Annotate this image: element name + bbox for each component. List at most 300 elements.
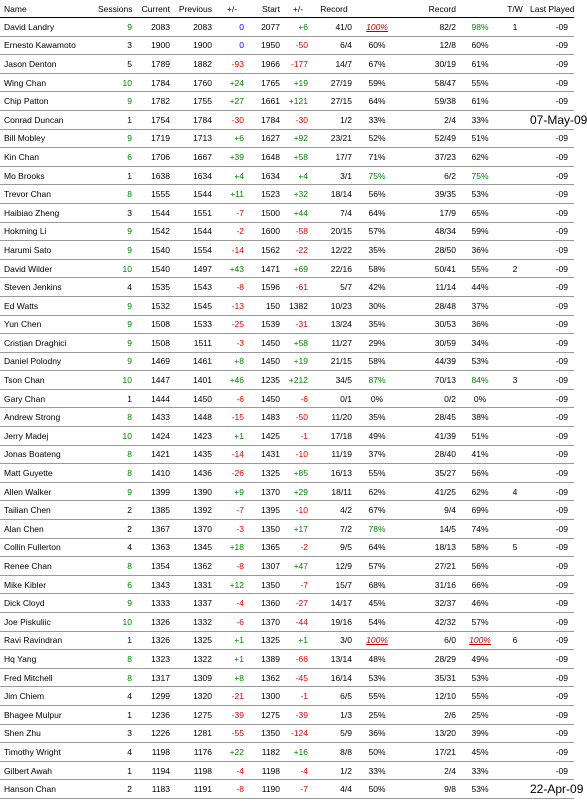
cell-tw bbox=[500, 668, 530, 687]
cell-rec1: 17/7 bbox=[312, 148, 356, 167]
cell-pct2: 33% bbox=[460, 110, 500, 129]
table-row bbox=[0, 761, 574, 780]
cell-pct1: 25% bbox=[356, 705, 398, 724]
cell-start: 1182 bbox=[248, 743, 284, 762]
cell-d1: -8 bbox=[216, 780, 248, 799]
cell-rec1: 3/1 bbox=[312, 166, 356, 185]
cell-sessions: 9 bbox=[98, 334, 136, 353]
cell-rec2: 12/10 bbox=[398, 687, 460, 706]
cell-d1: +4 bbox=[216, 166, 248, 185]
cell-d2: -4 bbox=[284, 761, 312, 780]
cell-name: Steven Jenkins bbox=[0, 278, 98, 297]
cell-pct1: 33% bbox=[356, 761, 398, 780]
cell-d1: -25 bbox=[216, 315, 248, 334]
cell-start: 1362 bbox=[248, 668, 284, 687]
cell-start: 1300 bbox=[248, 687, 284, 706]
cell-name: Conrad Duncan bbox=[0, 110, 98, 129]
cell-last: -09 bbox=[530, 36, 574, 55]
cell-pct1: 0% bbox=[356, 389, 398, 408]
cell-rec2: 2/4 bbox=[398, 761, 460, 780]
cell-d1: -8 bbox=[216, 557, 248, 576]
cell-pct1: 50% bbox=[356, 780, 398, 799]
cell-tw bbox=[500, 278, 530, 297]
table-row bbox=[0, 36, 574, 55]
cell-sessions: 1 bbox=[98, 389, 136, 408]
cell-tw bbox=[500, 55, 530, 74]
cell-rec2: 17/9 bbox=[398, 203, 460, 222]
table-row bbox=[0, 631, 574, 650]
cell-sessions: 10 bbox=[98, 613, 136, 632]
cell-rec2: 28/45 bbox=[398, 408, 460, 427]
cell-rec2: 31/16 bbox=[398, 575, 460, 594]
cell-d2: +47 bbox=[284, 557, 312, 576]
cell-rec1: 21/15 bbox=[312, 352, 356, 371]
cell-name: Daniel Polodny bbox=[0, 352, 98, 371]
table-row bbox=[0, 650, 574, 669]
cell-last: 22-Apr-09 bbox=[530, 780, 574, 799]
cell-sessions: 9 bbox=[98, 315, 136, 334]
cell-previous: 1545 bbox=[174, 296, 216, 315]
cell-previous: 1309 bbox=[174, 668, 216, 687]
cell-rec2: 32/37 bbox=[398, 594, 460, 613]
cell-rec2: 2/6 bbox=[398, 705, 460, 724]
cell-last: -09 bbox=[530, 259, 574, 278]
cell-rec1: 41/0 bbox=[312, 18, 356, 37]
table-row bbox=[0, 594, 574, 613]
cell-last: -09 bbox=[530, 148, 574, 167]
cell-pct1: 71% bbox=[356, 148, 398, 167]
cell-current: 1508 bbox=[136, 315, 174, 334]
cell-last: -09 bbox=[530, 520, 574, 539]
cell-previous: 1461 bbox=[174, 352, 216, 371]
cell-sessions: 6 bbox=[98, 148, 136, 167]
cell-d2: -7 bbox=[284, 575, 312, 594]
cell-rec1: 10/23 bbox=[312, 296, 356, 315]
cell-rec1: 1/3 bbox=[312, 705, 356, 724]
cell-tw bbox=[500, 594, 530, 613]
cell-sessions: 8 bbox=[98, 668, 136, 687]
cell-start: 1395 bbox=[248, 501, 284, 520]
cell-d2: -177 bbox=[284, 55, 312, 74]
cell-rec2: 52/49 bbox=[398, 129, 460, 148]
cell-start: 1600 bbox=[248, 222, 284, 241]
cell-pct2: 58% bbox=[460, 538, 500, 557]
cell-d1: -14 bbox=[216, 241, 248, 260]
table-row bbox=[0, 482, 574, 501]
cell-pct1: 30% bbox=[356, 296, 398, 315]
cell-start: 1765 bbox=[248, 73, 284, 92]
cell-start: 1360 bbox=[248, 594, 284, 613]
cell-pct2: 100% bbox=[460, 631, 500, 650]
header-row bbox=[0, 0, 574, 18]
cell-start: 1235 bbox=[248, 371, 284, 390]
cell-current: 1782 bbox=[136, 92, 174, 111]
cell-tw bbox=[500, 73, 530, 92]
table-body bbox=[0, 18, 587, 799]
cell-tw bbox=[500, 613, 530, 632]
cell-name: Jason Denton bbox=[0, 55, 98, 74]
cell-name: Dick Cloyd bbox=[0, 594, 98, 613]
cell-sessions: 8 bbox=[98, 557, 136, 576]
cell-sessions: 1 bbox=[98, 166, 136, 185]
cell-last: -09 bbox=[530, 185, 574, 204]
header-current: Current bbox=[136, 0, 174, 18]
cell-tw bbox=[500, 650, 530, 669]
cell-pct1: 57% bbox=[356, 222, 398, 241]
cell-name: Renee Chan bbox=[0, 557, 98, 576]
cell-pct1: 100% bbox=[356, 631, 398, 650]
cell-previous: 1191 bbox=[174, 780, 216, 799]
cell-d1: -4 bbox=[216, 761, 248, 780]
cell-sessions: 3 bbox=[98, 36, 136, 55]
cell-previous: 1281 bbox=[174, 724, 216, 743]
cell-previous: 1198 bbox=[174, 761, 216, 780]
cell-rec1: 15/7 bbox=[312, 575, 356, 594]
cell-current: 1542 bbox=[136, 222, 174, 241]
cell-d1: -6 bbox=[216, 389, 248, 408]
table-row bbox=[0, 464, 574, 483]
cell-rec1: 11/19 bbox=[312, 445, 356, 464]
cell-sessions: 2 bbox=[98, 780, 136, 799]
cell-pct1: 58% bbox=[356, 352, 398, 371]
cell-pct2: 57% bbox=[460, 613, 500, 632]
cell-d2: -58 bbox=[284, 222, 312, 241]
cell-last: -09 bbox=[530, 538, 574, 557]
cell-name: Jim Chiem bbox=[0, 687, 98, 706]
cell-pct2: 55% bbox=[460, 259, 500, 278]
cell-rec1: 11/20 bbox=[312, 408, 356, 427]
cell-current: 1540 bbox=[136, 241, 174, 260]
table-row bbox=[0, 538, 574, 557]
cell-rec1: 16/13 bbox=[312, 464, 356, 483]
table-row bbox=[0, 371, 574, 390]
cell-d2: +6 bbox=[284, 18, 312, 37]
cell-d1: +46 bbox=[216, 371, 248, 390]
cell-last: -09 bbox=[530, 594, 574, 613]
cell-current: 1754 bbox=[136, 110, 174, 129]
cell-name: Allen Walker bbox=[0, 482, 98, 501]
cell-rec1: 11/27 bbox=[312, 334, 356, 353]
cell-last: 07-May-09 bbox=[530, 110, 574, 129]
cell-pct2: 69% bbox=[460, 501, 500, 520]
cell-last: -09 bbox=[530, 92, 574, 111]
cell-tw bbox=[500, 408, 530, 427]
cell-sessions: 3 bbox=[98, 724, 136, 743]
cell-pct1: 52% bbox=[356, 129, 398, 148]
cell-rec2: 11/14 bbox=[398, 278, 460, 297]
cell-name: Trevor Chan bbox=[0, 185, 98, 204]
table-row bbox=[0, 724, 574, 743]
cell-name: Chip Patton bbox=[0, 92, 98, 111]
table-row bbox=[0, 241, 574, 260]
cell-d1: -7 bbox=[216, 203, 248, 222]
cell-last: -09 bbox=[530, 296, 574, 315]
cell-previous: 1337 bbox=[174, 594, 216, 613]
cell-sessions: 9 bbox=[98, 594, 136, 613]
cell-start: 1307 bbox=[248, 557, 284, 576]
cell-pct2: 51% bbox=[460, 129, 500, 148]
cell-sessions: 9 bbox=[98, 352, 136, 371]
cell-previous: 2083 bbox=[174, 18, 216, 37]
table-row bbox=[0, 408, 574, 427]
cell-pct1: 78% bbox=[356, 520, 398, 539]
cell-previous: 1544 bbox=[174, 222, 216, 241]
cell-tw bbox=[500, 166, 530, 185]
table-row bbox=[0, 55, 574, 74]
cell-start: 1596 bbox=[248, 278, 284, 297]
cell-rec1: 0/1 bbox=[312, 389, 356, 408]
cell-rec1: 16/14 bbox=[312, 668, 356, 687]
cell-pct1: 67% bbox=[356, 501, 398, 520]
cell-d1: -7 bbox=[216, 501, 248, 520]
cell-start: 1450 bbox=[248, 334, 284, 353]
cell-name: Fred Mitchell bbox=[0, 668, 98, 687]
cell-d2: -61 bbox=[284, 278, 312, 297]
cell-d2: -31 bbox=[284, 315, 312, 334]
cell-start: 1365 bbox=[248, 538, 284, 557]
cell-d1: -26 bbox=[216, 464, 248, 483]
cell-d1: +24 bbox=[216, 73, 248, 92]
cell-name: Ravi Ravindran bbox=[0, 631, 98, 650]
cell-pct2: 45% bbox=[460, 743, 500, 762]
cell-previous: 1325 bbox=[174, 631, 216, 650]
cell-start: 1539 bbox=[248, 315, 284, 334]
cell-sessions: 10 bbox=[98, 73, 136, 92]
cell-rec1: 27/15 bbox=[312, 92, 356, 111]
cell-rec1: 7/2 bbox=[312, 520, 356, 539]
cell-tw bbox=[500, 575, 530, 594]
cell-previous: 1533 bbox=[174, 315, 216, 334]
cell-pct1: 45% bbox=[356, 594, 398, 613]
table-row bbox=[0, 427, 574, 446]
cell-pct2: 38% bbox=[460, 408, 500, 427]
cell-name: Ernesto Kawamoto bbox=[0, 36, 98, 55]
cell-rec2: 13/20 bbox=[398, 724, 460, 743]
cell-sessions: 1 bbox=[98, 705, 136, 724]
cell-pct2: 62% bbox=[460, 148, 500, 167]
cell-d1: -39 bbox=[216, 705, 248, 724]
cell-pct1: 33% bbox=[356, 110, 398, 129]
cell-d2: +29 bbox=[284, 482, 312, 501]
cell-rec1: 19/16 bbox=[312, 613, 356, 632]
cell-rec2: 0/2 bbox=[398, 389, 460, 408]
cell-last: -09 bbox=[530, 315, 574, 334]
cell-previous: 1544 bbox=[174, 185, 216, 204]
cell-previous: 1543 bbox=[174, 278, 216, 297]
cell-previous: 1320 bbox=[174, 687, 216, 706]
table-row bbox=[0, 129, 574, 148]
cell-last: -09 bbox=[530, 687, 574, 706]
cell-last: -09 bbox=[530, 55, 574, 74]
cell-rec1: 3/0 bbox=[312, 631, 356, 650]
cell-last: -09 bbox=[530, 445, 574, 464]
cell-current: 2083 bbox=[136, 18, 174, 37]
cell-tw bbox=[500, 148, 530, 167]
table-row bbox=[0, 334, 574, 353]
cell-start: 1370 bbox=[248, 482, 284, 501]
cell-previous: 1275 bbox=[174, 705, 216, 724]
cell-d2: +58 bbox=[284, 148, 312, 167]
cell-d1: +22 bbox=[216, 743, 248, 762]
table-row bbox=[0, 389, 574, 408]
cell-sessions: 4 bbox=[98, 278, 136, 297]
cell-name: Kin Chan bbox=[0, 148, 98, 167]
cell-pct1: 68% bbox=[356, 575, 398, 594]
cell-sessions: 9 bbox=[98, 482, 136, 501]
cell-sessions: 9 bbox=[98, 129, 136, 148]
cell-pct1: 55% bbox=[356, 687, 398, 706]
cell-sessions: 10 bbox=[98, 427, 136, 446]
cell-sessions: 9 bbox=[98, 92, 136, 111]
cell-tw bbox=[500, 780, 530, 799]
cell-pct1: 64% bbox=[356, 538, 398, 557]
cell-name: Collin Fullerton bbox=[0, 538, 98, 557]
cell-previous: 1392 bbox=[174, 501, 216, 520]
cell-start: 1648 bbox=[248, 148, 284, 167]
cell-rec1: 20/15 bbox=[312, 222, 356, 241]
cell-last: -09 bbox=[530, 334, 574, 353]
cell-pct2: 44% bbox=[460, 278, 500, 297]
cell-d2: -7 bbox=[284, 780, 312, 799]
cell-d1: +8 bbox=[216, 668, 248, 687]
cell-rec1: 23/21 bbox=[312, 129, 356, 148]
cell-d2: +69 bbox=[284, 259, 312, 278]
cell-start: 1483 bbox=[248, 408, 284, 427]
header-diff2: +/- bbox=[284, 0, 312, 18]
table-row bbox=[0, 501, 574, 520]
cell-sessions: 1 bbox=[98, 631, 136, 650]
cell-pct2: 41% bbox=[460, 445, 500, 464]
cell-current: 1447 bbox=[136, 371, 174, 390]
cell-rec2: 39/35 bbox=[398, 185, 460, 204]
cell-pct2: 74% bbox=[460, 520, 500, 539]
cell-name: Tailian Chen bbox=[0, 501, 98, 520]
cell-current: 1535 bbox=[136, 278, 174, 297]
cell-current: 1323 bbox=[136, 650, 174, 669]
cell-d2: +19 bbox=[284, 73, 312, 92]
cell-d1: +18 bbox=[216, 538, 248, 557]
cell-d1: +6 bbox=[216, 129, 248, 148]
cell-d2: -1 bbox=[284, 427, 312, 446]
cell-pct2: 36% bbox=[460, 241, 500, 260]
cell-last: -09 bbox=[530, 724, 574, 743]
cell-start: 2077 bbox=[248, 18, 284, 37]
cell-previous: 1370 bbox=[174, 520, 216, 539]
cell-tw bbox=[500, 389, 530, 408]
cell-start: 1500 bbox=[248, 203, 284, 222]
cell-rec1: 6/5 bbox=[312, 687, 356, 706]
cell-rec2: 30/59 bbox=[398, 334, 460, 353]
header-record2: Record bbox=[398, 0, 460, 18]
cell-pct2: 75% bbox=[460, 166, 500, 185]
cell-d2: -50 bbox=[284, 408, 312, 427]
cell-d1: -6 bbox=[216, 613, 248, 632]
table-row bbox=[0, 222, 574, 241]
cell-d2: +212 bbox=[284, 371, 312, 390]
cell-sessions: 9 bbox=[98, 222, 136, 241]
table-row bbox=[0, 203, 574, 222]
cell-rec1: 14/7 bbox=[312, 55, 356, 74]
cell-current: 1784 bbox=[136, 73, 174, 92]
table-row bbox=[0, 557, 574, 576]
cell-rec2: 28/40 bbox=[398, 445, 460, 464]
cell-current: 1719 bbox=[136, 129, 174, 148]
cell-current: 1343 bbox=[136, 575, 174, 594]
cell-sessions: 8 bbox=[98, 445, 136, 464]
cell-current: 1532 bbox=[136, 296, 174, 315]
cell-start: 1389 bbox=[248, 650, 284, 669]
cell-previous: 1401 bbox=[174, 371, 216, 390]
cell-current: 1638 bbox=[136, 166, 174, 185]
cell-rec2: 70/13 bbox=[398, 371, 460, 390]
cell-name: Jonas Boateng bbox=[0, 445, 98, 464]
cell-rec1: 5/9 bbox=[312, 724, 356, 743]
cell-current: 1540 bbox=[136, 259, 174, 278]
cell-name: Andrew Strong bbox=[0, 408, 98, 427]
cell-name: Haibiao Zheng bbox=[0, 203, 98, 222]
cell-last: -09 bbox=[530, 575, 574, 594]
cell-start: 1431 bbox=[248, 445, 284, 464]
cell-tw: 2 bbox=[500, 259, 530, 278]
cell-tw: 6 bbox=[500, 631, 530, 650]
cell-tw bbox=[500, 110, 530, 129]
cell-rec1: 7/4 bbox=[312, 203, 356, 222]
cell-start: 1471 bbox=[248, 259, 284, 278]
cell-pct2: 60% bbox=[460, 36, 500, 55]
cell-sessions: 8 bbox=[98, 650, 136, 669]
cell-pct1: 35% bbox=[356, 408, 398, 427]
cell-sessions: 9 bbox=[98, 18, 136, 37]
cell-current: 1326 bbox=[136, 631, 174, 650]
cell-pct1: 67% bbox=[356, 55, 398, 74]
cell-pct2: 61% bbox=[460, 55, 500, 74]
cell-pct1: 55% bbox=[356, 464, 398, 483]
cell-tw: 1 bbox=[500, 18, 530, 37]
table-row bbox=[0, 352, 574, 371]
cell-d1: -30 bbox=[216, 110, 248, 129]
cell-current: 1424 bbox=[136, 427, 174, 446]
cell-rec1: 12/9 bbox=[312, 557, 356, 576]
cell-pct1: 75% bbox=[356, 166, 398, 185]
cell-start: 1950 bbox=[248, 36, 284, 55]
cell-start: 1784 bbox=[248, 110, 284, 129]
cell-tw: 5 bbox=[500, 538, 530, 557]
cell-current: 1183 bbox=[136, 780, 174, 799]
cell-d1: +12 bbox=[216, 575, 248, 594]
cell-pct1: 37% bbox=[356, 445, 398, 464]
cell-d1: +9 bbox=[216, 482, 248, 501]
cell-current: 1299 bbox=[136, 687, 174, 706]
cell-start: 1562 bbox=[248, 241, 284, 260]
cell-tw bbox=[500, 724, 530, 743]
cell-d2: -2 bbox=[284, 538, 312, 557]
cell-pct2: 53% bbox=[460, 780, 500, 799]
cell-rec2: 58/47 bbox=[398, 73, 460, 92]
cell-rec2: 28/48 bbox=[398, 296, 460, 315]
cell-rec1: 5/7 bbox=[312, 278, 356, 297]
cell-last: -09 bbox=[530, 278, 574, 297]
cell-pct1: 36% bbox=[356, 724, 398, 743]
cell-tw bbox=[500, 445, 530, 464]
cell-pct2: 49% bbox=[460, 650, 500, 669]
cell-d2: -22 bbox=[284, 241, 312, 260]
cell-d1: -4 bbox=[216, 594, 248, 613]
cell-current: 1789 bbox=[136, 55, 174, 74]
cell-pct1: 50% bbox=[356, 743, 398, 762]
cell-d1: 0 bbox=[216, 36, 248, 55]
cell-d2: -10 bbox=[284, 501, 312, 520]
cell-rec2: 17/21 bbox=[398, 743, 460, 762]
